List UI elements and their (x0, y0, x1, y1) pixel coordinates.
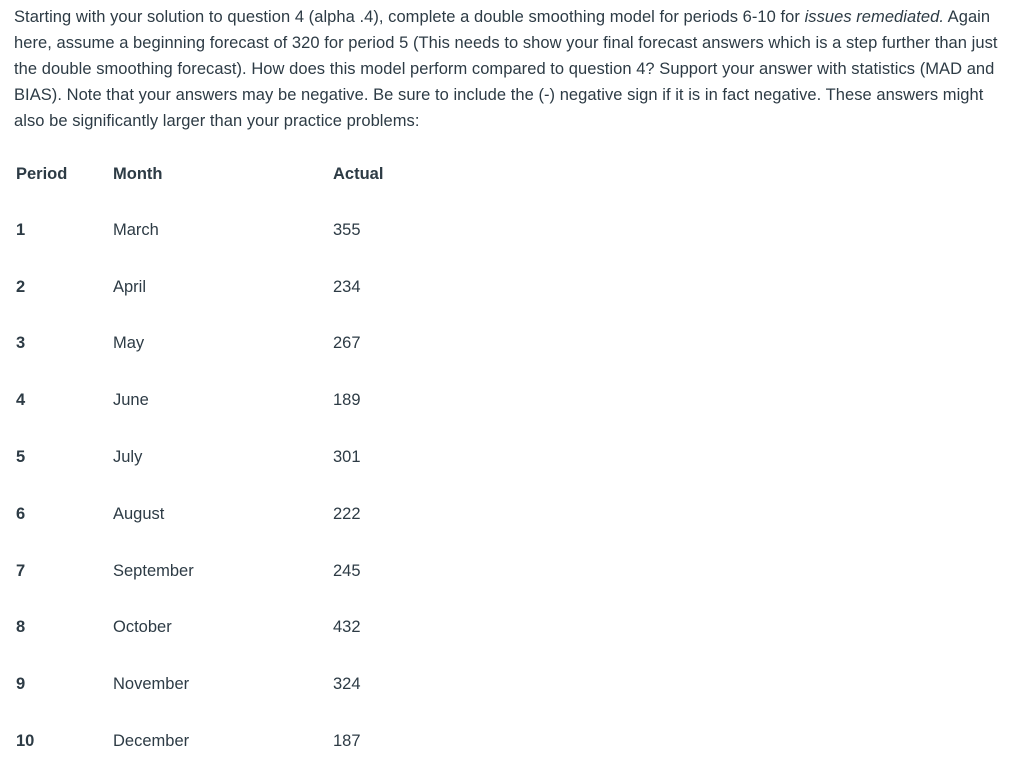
header-month: Month (113, 164, 163, 183)
cell-actual: 187 (333, 732, 361, 751)
table-row (0, 486, 533, 543)
header-actual: Actual (333, 164, 384, 183)
question-text-end: Again here, assume a beginning forecast of 320 for period 5 (This needs to show your final forecast answers which is a step further than just the double smoothing forecast). How does this model perform compared to question 4? Support your answer with statistics (MAD and BIAS). Note that your answers may be negative. Be sure to include the (-) negative sign if it is in fact negative. These answers might also be significantly larger than your practice problems: (14, 8, 998, 130)
cell-period: 4 (16, 391, 26, 410)
cell-period: 2 (16, 277, 26, 296)
table-body (0, 202, 533, 770)
header-period: Period (16, 164, 68, 183)
table-row (0, 202, 533, 259)
cell-period: 8 (16, 618, 26, 637)
cell-actual: 301 (333, 448, 361, 467)
question-text (14, 4, 1014, 134)
table-row (0, 600, 533, 657)
cell-actual: 267 (333, 334, 361, 353)
table-row (0, 372, 533, 429)
cell-period: 6 (16, 504, 26, 523)
question-paragraph (14, 4, 1014, 134)
table-row (0, 543, 533, 600)
question-text-start: Starting with your solution to question 4 (alpha .4), complete a double smoothing model for periods 6-10 for (14, 8, 805, 26)
cell-actual: 432 (333, 618, 361, 637)
cell-month: July (113, 448, 143, 467)
table-row (0, 656, 533, 713)
cell-period: 10 (16, 732, 35, 751)
data-table (0, 146, 533, 770)
cell-month: June (113, 391, 149, 410)
cell-actual: 355 (333, 220, 361, 239)
cell-period: 1 (16, 220, 26, 239)
cell-actual: 234 (333, 277, 361, 296)
table-row (0, 429, 533, 486)
cell-month: November (113, 675, 190, 694)
cell-month: April (113, 277, 147, 296)
table-header-row (0, 146, 533, 202)
question-emphasis: issues remediated. (804, 8, 944, 26)
cell-month: March (113, 220, 159, 239)
cell-period: 5 (16, 448, 26, 467)
cell-month: August (113, 504, 165, 523)
cell-actual: 189 (333, 391, 361, 410)
cell-month: September (113, 561, 194, 580)
cell-actual: 324 (333, 675, 361, 694)
table-row (0, 316, 533, 373)
cell-period: 7 (16, 561, 26, 580)
cell-month: May (113, 334, 145, 353)
cell-actual: 245 (333, 561, 361, 580)
cell-actual: 222 (333, 504, 361, 523)
cell-period: 9 (16, 675, 26, 694)
cell-month: October (113, 618, 172, 637)
cell-period: 3 (16, 334, 26, 353)
table-row (0, 259, 533, 316)
cell-month: December (113, 732, 190, 751)
table-row (0, 713, 533, 770)
